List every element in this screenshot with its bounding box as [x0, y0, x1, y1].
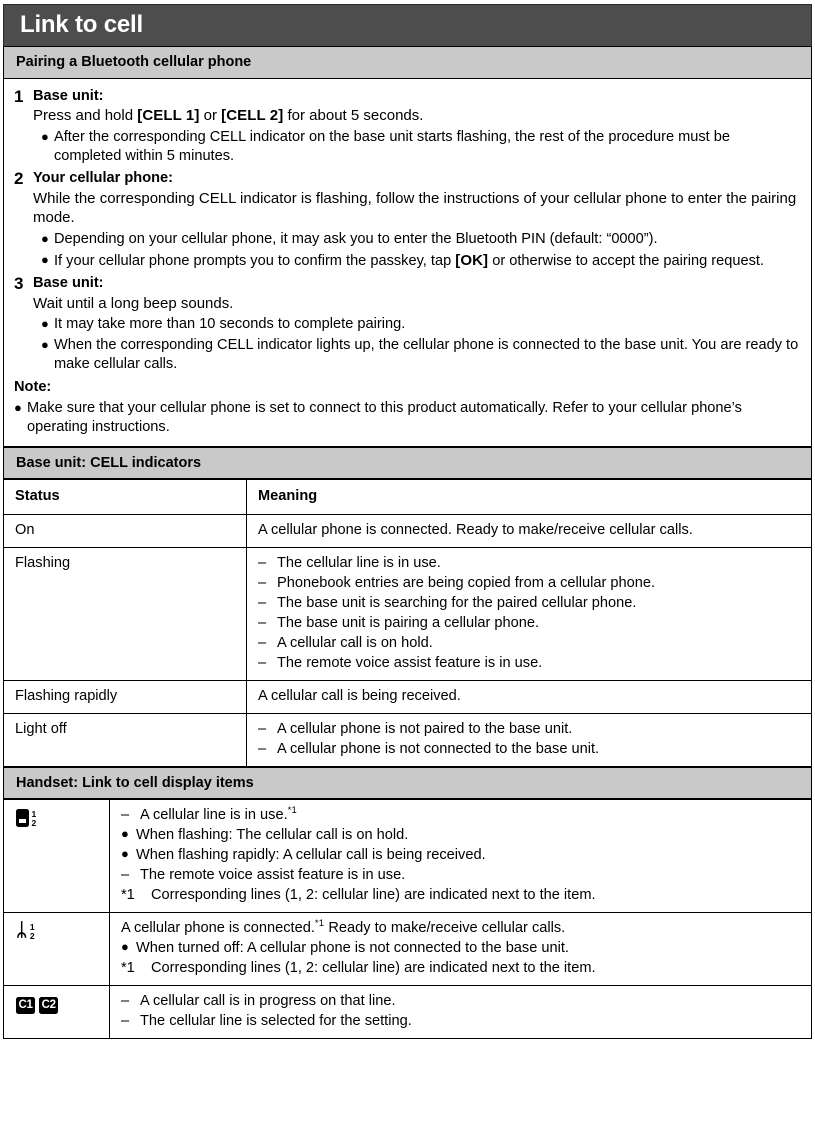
cell-line-badges-cell — [4, 985, 110, 1038]
keycap-cell-2: [CELL 2] — [221, 107, 284, 125]
status-value: Light off — [4, 713, 247, 766]
list-item-text: The cellular line is selected for the setting. — [140, 1012, 412, 1029]
column-header-status: Status — [4, 480, 247, 515]
note-text: Make sure that your cellular phone is set to connect to this product automatically. Refer to your cellular phone’s operating instructions. — [27, 400, 742, 436]
bullet-marker-icon: ● — [121, 845, 129, 861]
meaning-value — [247, 548, 812, 681]
list-item — [258, 614, 802, 633]
procedure-step-1 — [14, 87, 801, 166]
table-row — [4, 713, 812, 766]
bullet-marker-icon: ● — [41, 230, 49, 246]
dash-marker-icon: – — [258, 635, 267, 652]
handset-line-in-use-icon-cell — [4, 800, 110, 913]
bullet-item — [14, 399, 801, 437]
handset-row-description — [110, 985, 812, 1038]
list-item — [258, 720, 802, 739]
bluetooth-icon: ᛦ — [16, 919, 28, 941]
dash-marker-icon: – — [121, 866, 130, 883]
list-item-text: The cellular line is in use. — [277, 555, 441, 572]
list-item-text: When flashing: The cellular call is on hold. — [136, 826, 409, 843]
icon-line-numbers — [30, 923, 35, 940]
list-item-text: A cellular call is on hold. — [277, 635, 433, 652]
dash-marker-icon: – — [258, 595, 267, 612]
meaning-value — [247, 713, 812, 766]
list-item — [121, 1012, 802, 1031]
list-item — [258, 740, 802, 759]
footnote-marker: *1 — [121, 886, 135, 903]
bullet-marker-icon: ● — [14, 400, 22, 416]
list-item-text: When turned off: A cellular phone is not connected to the base unit. — [136, 939, 569, 956]
step-title: Base unit: — [33, 87, 104, 104]
footnote-reference: *1 — [314, 918, 325, 929]
icon-line-number-bottom: 2 — [31, 817, 37, 828]
row-primary-text — [121, 919, 802, 938]
table-row — [4, 680, 812, 713]
page-title: Link to cell — [3, 4, 812, 46]
step-3-bullets — [33, 315, 801, 374]
list-item-text: The remote voice assist feature is in use. — [277, 655, 543, 672]
list-item-text: A cellular phone is not connected to the base unit. — [277, 740, 600, 757]
bullet-text-part: or otherwise to accept the pairing request. — [488, 252, 764, 269]
bullet-item — [33, 315, 801, 334]
keycap-cell-1: [CELL 1] — [137, 107, 200, 125]
icon-group — [16, 809, 36, 827]
table-row — [4, 515, 812, 548]
step-instruction: Wait until a long beep sounds. — [33, 294, 234, 312]
procedure-step-3 — [14, 274, 801, 374]
bullet-item — [33, 336, 801, 374]
table-header-row — [4, 480, 812, 515]
row-primary-main: A cellular phone is connected. — [121, 919, 315, 936]
step-title: Base unit: — [33, 274, 104, 291]
meaning-value: A cellular phone is connected. Ready to make/receive cellular calls. — [247, 515, 812, 548]
list-item-text: A cellular call is in progress on that line. — [140, 992, 396, 1009]
list-item — [258, 654, 802, 673]
list-item — [121, 939, 802, 958]
footnote-text: Corresponding lines (1, 2: cellular line) are indicated next to the item. — [151, 959, 596, 976]
step-instruction — [33, 106, 801, 126]
bullet-text: When the corresponding CELL indicator lights up, the cellular phone is connected to the base unit. You are ready to make cellular calls. — [54, 337, 799, 373]
row-primary-tail: Ready to make/receive cellular calls. — [324, 919, 566, 936]
icon-line-number-top: 1 — [31, 809, 37, 820]
step-text-part: for about 5 seconds. — [283, 107, 424, 125]
footnote-marker: *1 — [121, 959, 135, 976]
list-item-text: Phonebook entries are being copied from a cellular phone. — [277, 575, 656, 592]
bullet-text: Depending on your cellular phone, it may ask you to enter the Bluetooth PIN (default: “0000”). — [54, 230, 658, 247]
bullet-text: After the corresponding CELL indicator on the base unit starts flashing, the rest of the procedure must be completed within 5 minutes. — [54, 128, 731, 164]
list-item-text: The base unit is pairing a cellular phone. — [277, 615, 540, 632]
note-bullets — [14, 399, 801, 437]
bullet-text — [54, 251, 801, 271]
dash-marker-icon: – — [121, 992, 130, 1009]
footnote — [121, 959, 802, 978]
keycap-ok: [OK] — [455, 251, 489, 269]
bullet-marker-icon: ● — [121, 938, 129, 954]
section-header-handset-display-items: Handset: Link to cell display items — [3, 767, 812, 799]
list-item — [121, 846, 802, 865]
bullet-marker-icon: ● — [121, 825, 129, 841]
handset-display-items-table — [3, 799, 812, 1039]
icon-line-number-top: 1 — [29, 921, 35, 932]
footnote-text: Corresponding lines (1, 2: cellular line) are indicated next to the item. — [151, 886, 596, 903]
bullet-marker-icon: ● — [41, 251, 49, 267]
dash-marker-icon: – — [258, 740, 267, 757]
list-item — [121, 992, 802, 1011]
bullet-text-part: If your cellular phone prompts you to confirm the passkey, tap — [54, 252, 456, 269]
status-value: Flashing — [4, 548, 247, 681]
step-number: 2 — [14, 168, 24, 188]
dash-marker-icon: – — [258, 720, 267, 737]
dash-marker-icon: – — [121, 807, 130, 824]
table-row — [4, 912, 812, 985]
step-title: Your cellular phone: — [33, 169, 174, 186]
note-label: Note: — [14, 379, 52, 396]
handset-line-in-use-icon — [16, 809, 29, 827]
dash-marker-icon: – — [258, 655, 267, 672]
step-number: 1 — [14, 86, 24, 106]
list-item — [258, 574, 802, 593]
bullet-marker-icon: ● — [41, 337, 49, 353]
step-instruction: While the corresponding CELL indicator is flashing, follow the instructions of your cellular phone to enter the pairing mode. — [33, 189, 797, 227]
bullet-item — [33, 251, 801, 271]
icon-group — [16, 919, 35, 941]
list-item-text: When flashing rapidly: A cellular call is being received. — [136, 846, 486, 863]
step-text-part: Press and hold — [33, 107, 138, 125]
footnote — [121, 886, 802, 905]
list-item — [258, 594, 802, 613]
bullet-item — [33, 230, 801, 249]
dash-marker-icon: – — [258, 555, 267, 572]
list-item — [258, 634, 802, 653]
bullet-text: It may take more than 10 seconds to complete pairing. — [54, 316, 406, 333]
section-header-base-unit-indicators: Base unit: CELL indicators — [3, 447, 812, 479]
bullet-marker-icon: ● — [41, 316, 49, 332]
footnote-reference: *1 — [287, 805, 298, 817]
bullet-marker-icon: ● — [41, 128, 49, 144]
list-item-text — [140, 806, 802, 825]
list-item — [121, 806, 802, 825]
handset-row-description — [110, 912, 812, 985]
dash-marker-icon: – — [258, 615, 267, 632]
bluetooth-icon-cell — [4, 912, 110, 985]
dash-marker-icon: – — [258, 575, 267, 592]
procedure-step-2 — [14, 169, 801, 271]
cell-line-1-badge-icon: C1 — [16, 997, 35, 1014]
column-header-meaning: Meaning — [247, 480, 812, 515]
table-row — [4, 548, 812, 681]
list-item-text: The base unit is searching for the paired cellular phone. — [277, 595, 637, 612]
table-row — [4, 985, 812, 1038]
step-2-bullets — [33, 230, 801, 271]
pairing-procedure — [3, 79, 812, 448]
section-header-pairing: Pairing a Bluetooth cellular phone — [3, 46, 812, 78]
status-value: On — [4, 515, 247, 548]
step-text-part: or — [199, 107, 222, 125]
cell-line-2-badge-icon: C2 — [39, 997, 58, 1014]
step-1-bullets — [33, 128, 801, 166]
list-item — [121, 866, 802, 885]
list-item — [121, 826, 802, 845]
icon-line-number-bottom: 2 — [29, 930, 35, 941]
meaning-value: A cellular call is being received. — [247, 680, 812, 713]
list-item-text: The remote voice assist feature is in use. — [140, 866, 406, 883]
step-number: 3 — [14, 273, 24, 293]
bullet-item — [33, 128, 801, 166]
dash-marker-icon: – — [121, 1012, 130, 1029]
list-item-main: A cellular line is in use. — [140, 807, 288, 824]
base-unit-indicator-table — [3, 479, 812, 767]
icon-line-numbers — [32, 810, 37, 827]
list-item — [258, 554, 802, 573]
handset-row-description — [110, 800, 812, 913]
list-item-text: A cellular phone is not paired to the base unit. — [277, 720, 573, 737]
table-row — [4, 800, 812, 913]
status-value: Flashing rapidly — [4, 680, 247, 713]
